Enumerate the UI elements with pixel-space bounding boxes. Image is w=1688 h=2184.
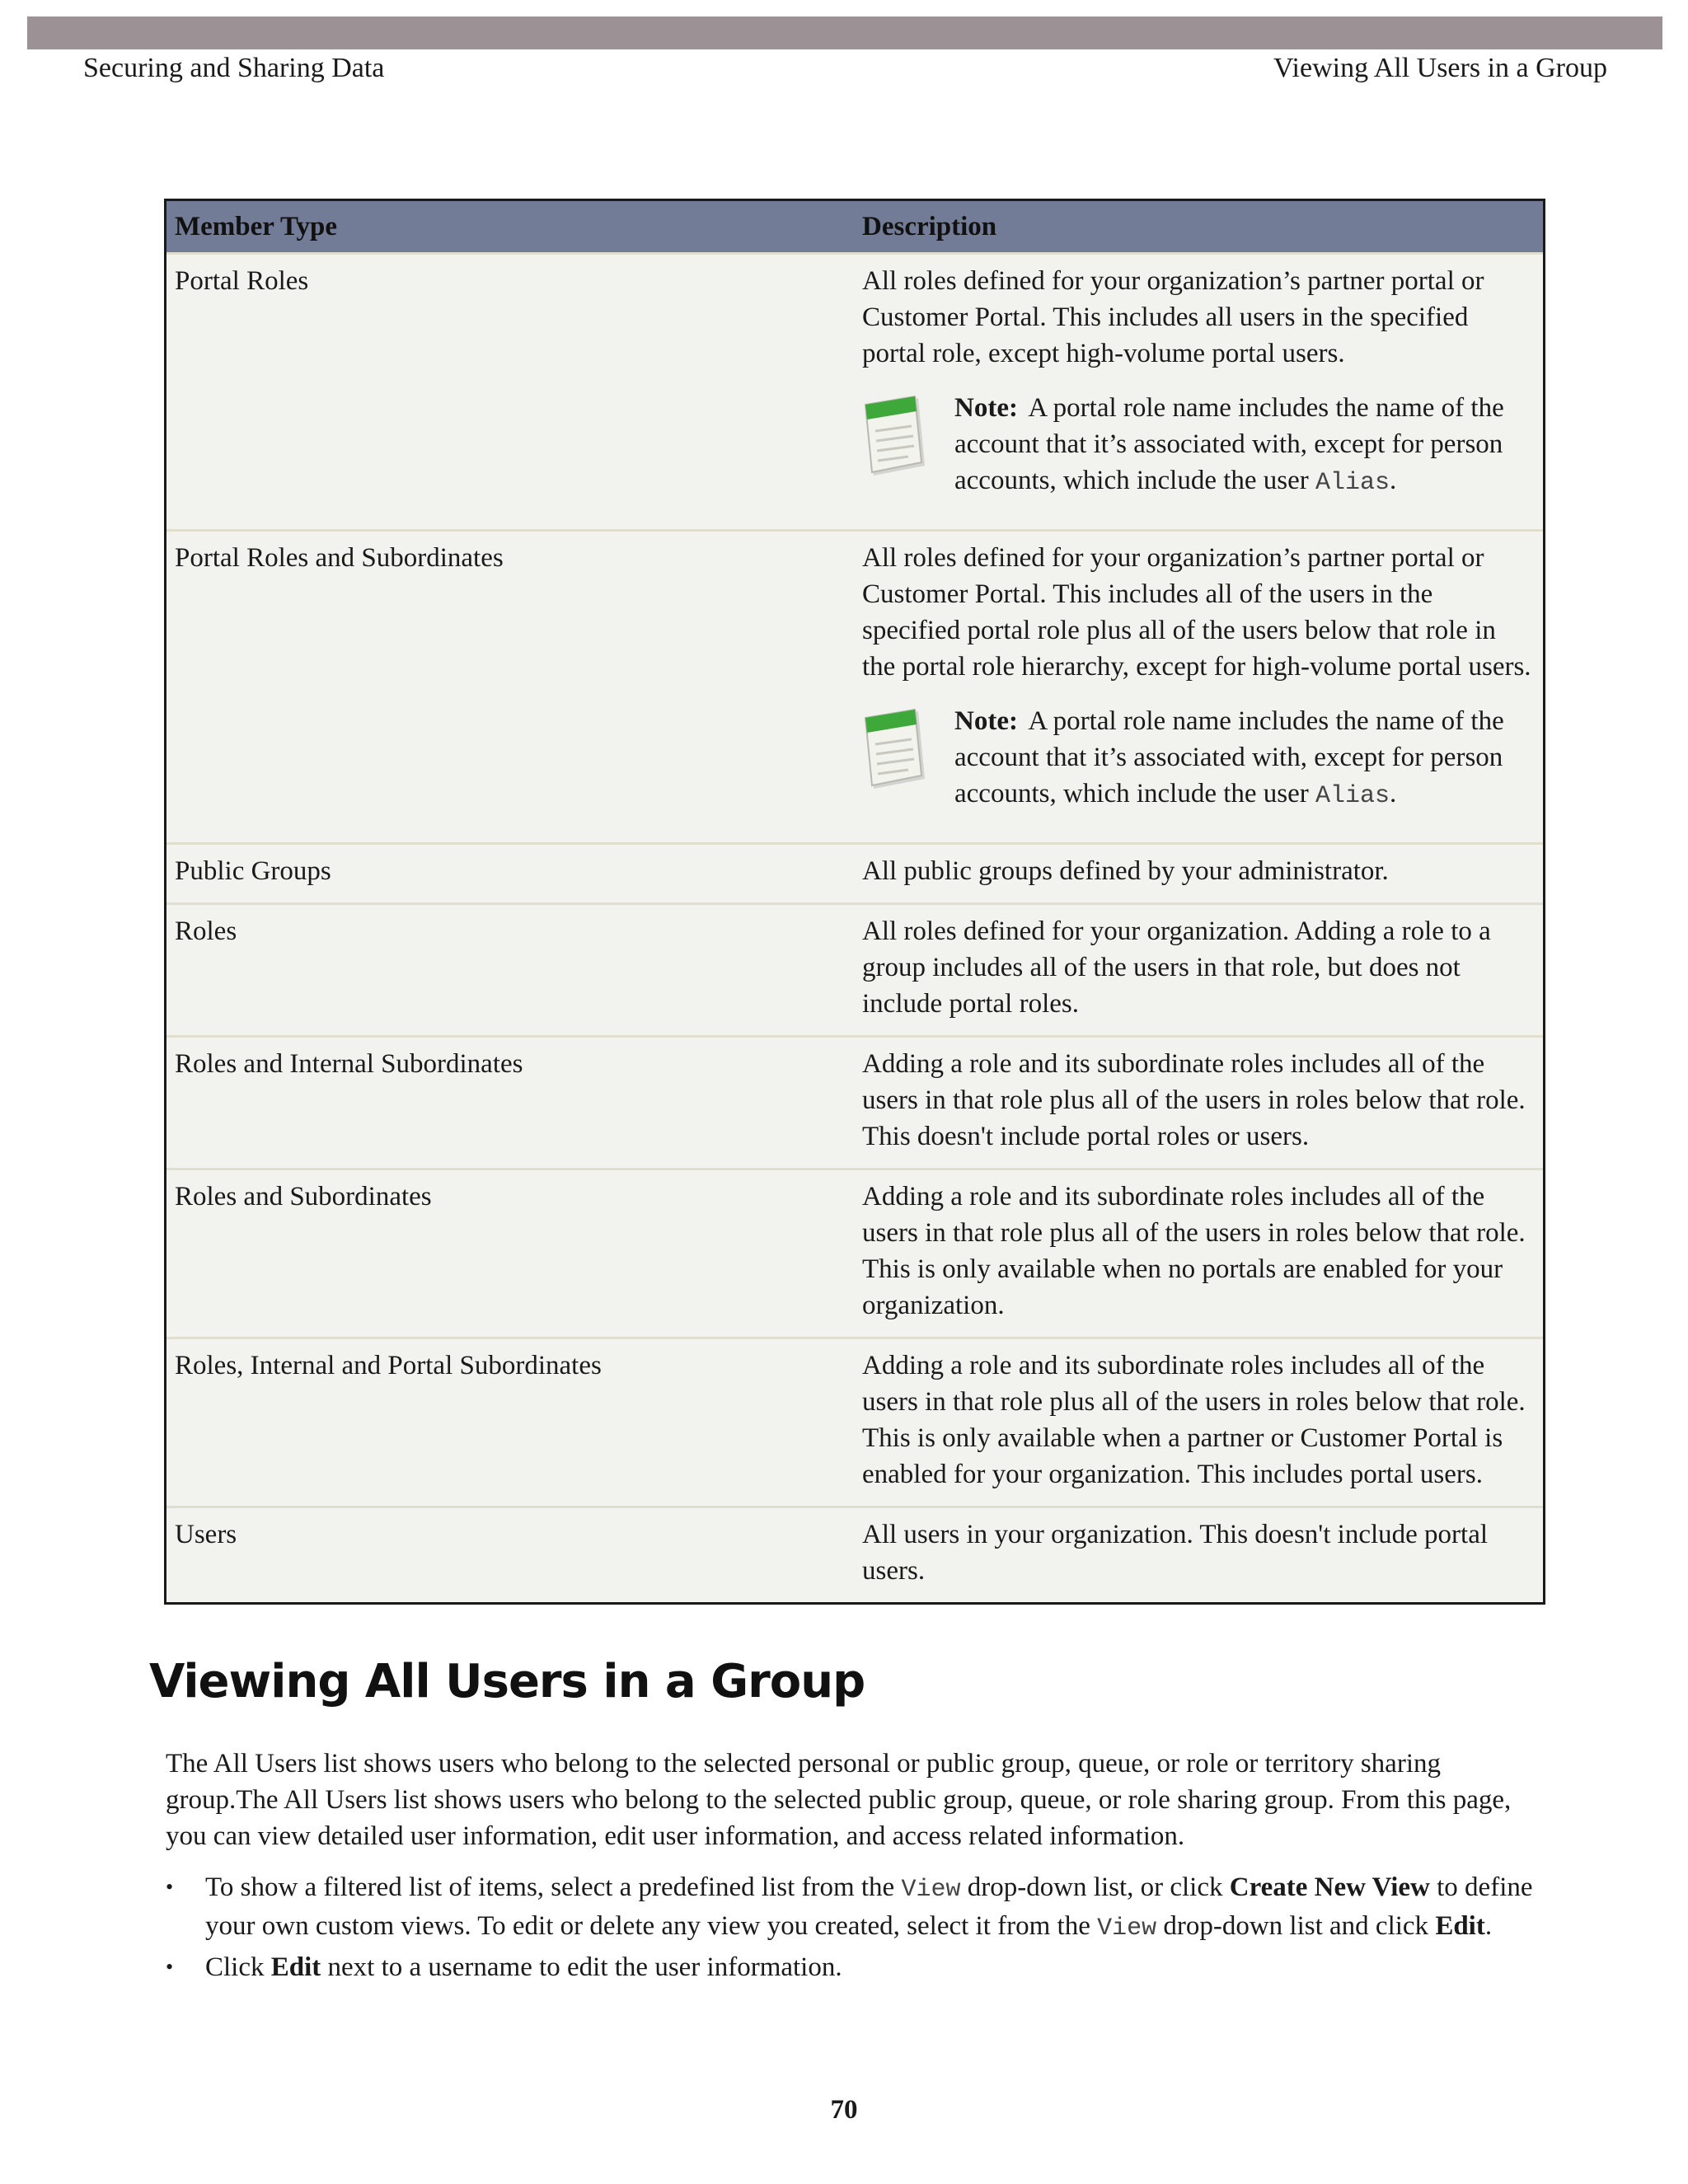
description-cell xyxy=(854,531,1543,844)
note-box xyxy=(862,703,1535,814)
alias-code: Alias xyxy=(1315,469,1390,497)
member-type-cell: Roles and Internal Subordinates xyxy=(166,1037,854,1169)
table-row xyxy=(166,1338,1543,1507)
description-text: All roles defined for your organization’s partner portal or Customer Portal. This includes all of the users in the specified portal role plus all of the users below that role in the portal role hierarchy, except for high-volume portal users. xyxy=(862,543,1531,682)
member-type-cell: Roles, Internal and Portal Subordinates xyxy=(166,1338,854,1507)
table-row xyxy=(166,844,1543,904)
note-body: A portal role name includes the name of the account that it’s associated with, except for person accounts, which include the user xyxy=(954,393,1504,495)
member-type-cell: Portal Roles and Subordinates xyxy=(166,531,854,844)
description-cell xyxy=(854,254,1543,531)
member-type-cell: Roles and Subordinates xyxy=(166,1169,854,1338)
bullet-text: drop-down list and click xyxy=(1163,1911,1429,1941)
section-title: Viewing All Users in a Group xyxy=(149,1655,865,1708)
list-item xyxy=(166,1949,1542,1985)
member-type-cell: Public Groups xyxy=(166,844,854,904)
description-cell: Adding a role and its subordinate roles includes all of the users in that role plus all of the users in roles below that role. This doesn't include portal roles or users. xyxy=(854,1037,1543,1169)
member-type-cell: Roles xyxy=(166,904,854,1037)
note-label: Note: xyxy=(954,393,1018,423)
note-text xyxy=(954,390,1535,501)
edit-label: Edit xyxy=(270,1952,321,1982)
alias-code: Alias xyxy=(1315,782,1390,810)
table-row xyxy=(166,531,1543,844)
note-box xyxy=(862,390,1535,501)
bullet-text: next to a username to edit the user information. xyxy=(327,1952,842,1982)
table-row xyxy=(166,1037,1543,1169)
note-icon xyxy=(862,390,954,501)
description-cell: Adding a role and its subordinate roles includes all of the users in that role plus all of the users in roles below that role. This is only available when no portals are enabled for your organization. xyxy=(854,1169,1543,1338)
bullet-text: To show a filtered list of items, select a predefined list from the xyxy=(205,1872,895,1902)
note-body: A portal role name includes the name of the account that it’s associated with, except for person accounts, which include the user xyxy=(954,706,1504,808)
bullet-list xyxy=(166,1869,1542,1988)
description-text: All roles defined for your organization’s partner portal or Customer Portal. This includes all users in the specified portal role, except high-volume portal users. xyxy=(862,266,1484,368)
member-type-table xyxy=(164,199,1545,1605)
bullet-text: Click xyxy=(205,1952,265,1982)
bullet-text: to define your own custom views. To edit or delete any view you created, select it from the xyxy=(205,1872,1533,1941)
intro-paragraph: The All Users list shows users who belong to the selected personal or public group, queue, or role or territory sharing group.The All Users list shows users who belong to the selected public group, queue, or role sharing group. From this page, you can view detailed user information, edit user information, and access related information. xyxy=(166,1749,1512,1851)
member-type-cell: Users xyxy=(166,1507,854,1603)
column-header-description: Description xyxy=(854,201,1543,254)
member-type-cell: Portal Roles xyxy=(166,254,854,531)
note-label: Note: xyxy=(954,706,1018,736)
view-code: View xyxy=(1097,1915,1157,1943)
note-icon xyxy=(862,703,954,814)
bullet-text: . xyxy=(1484,1911,1493,1941)
note-text xyxy=(954,703,1535,814)
column-header-member-type: Member Type xyxy=(166,201,854,254)
table-header-row xyxy=(166,201,1543,254)
description-cell: Adding a role and its subordinate roles includes all of the users in that role plus all of the users in roles below that role. This is only available when a partner or Customer Portal is enabled for your organization. This includes portal users. xyxy=(854,1338,1543,1507)
list-item xyxy=(166,1869,1542,1947)
create-new-view-label: Create New View xyxy=(1229,1872,1430,1902)
table-row xyxy=(166,904,1543,1037)
note-end: . xyxy=(1390,779,1397,808)
page-number: 70 xyxy=(830,2095,858,2125)
header-bar xyxy=(27,16,1662,49)
table-row xyxy=(166,1507,1543,1603)
table-row xyxy=(166,254,1543,531)
bullet-text: drop-down list, or click xyxy=(967,1872,1223,1902)
view-code: View xyxy=(901,1876,961,1904)
running-header-left: Securing and Sharing Data xyxy=(83,53,385,83)
description-cell: All public groups defined by your administrator. xyxy=(854,844,1543,904)
note-end: . xyxy=(1390,466,1397,495)
description-cell: All users in your organization. This doesn't include portal users. xyxy=(854,1507,1543,1603)
table-row xyxy=(166,1169,1543,1338)
edit-label: Edit xyxy=(1435,1911,1485,1941)
running-header-right: Viewing All Users in a Group xyxy=(1273,53,1607,83)
description-cell: All roles defined for your organization. Adding a role to a group includes all of the users in that role, but does not include portal roles. xyxy=(854,904,1543,1037)
